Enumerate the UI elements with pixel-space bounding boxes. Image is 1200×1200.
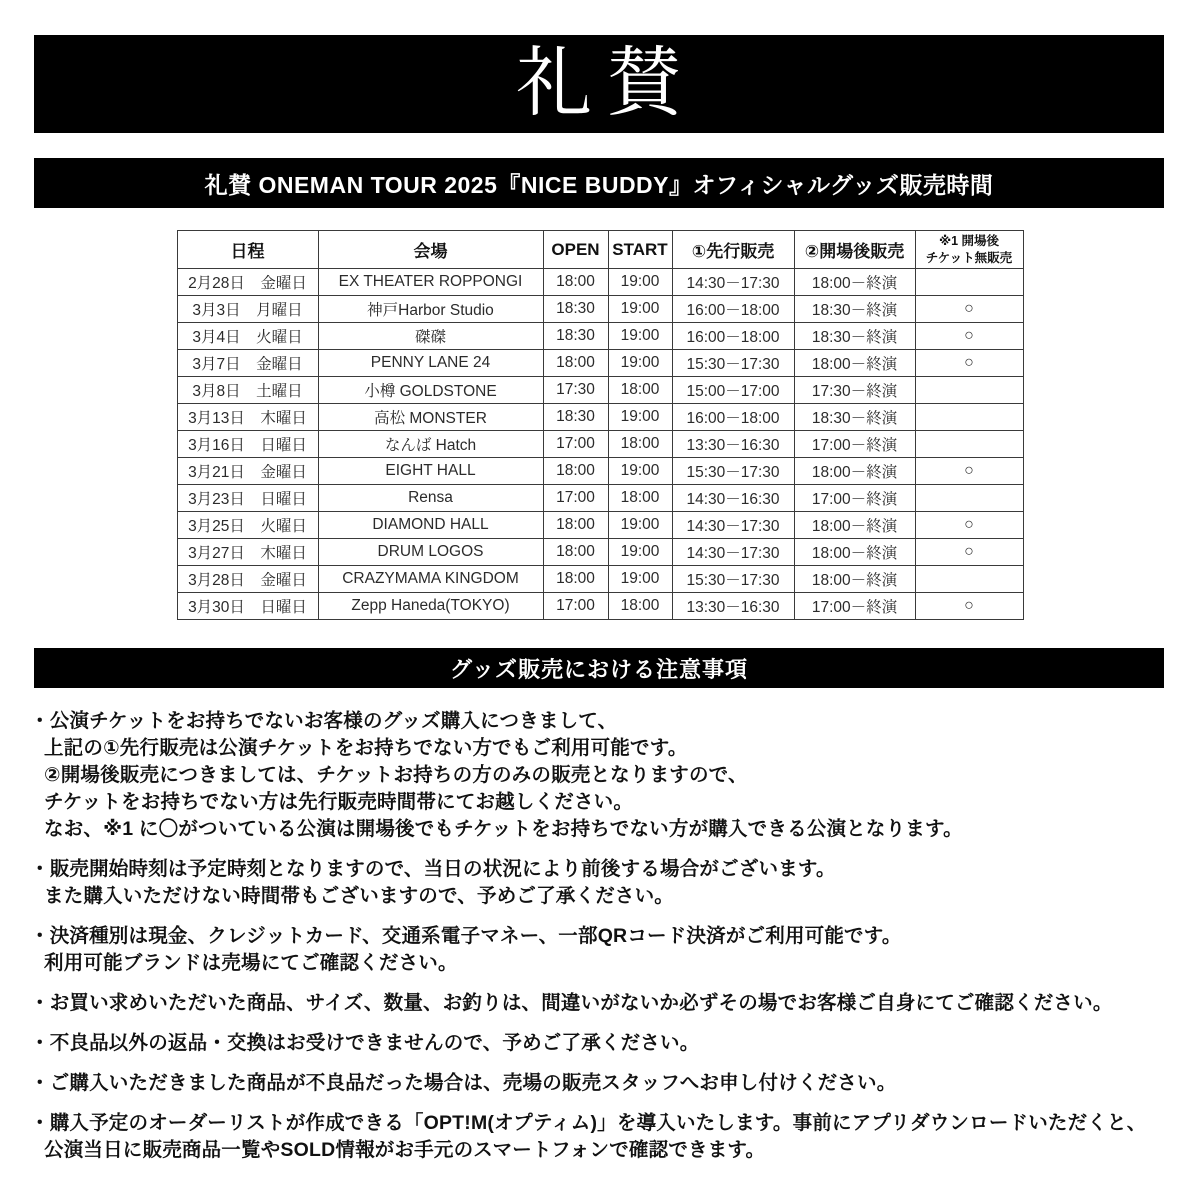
- note-item: [30, 856, 1170, 910]
- cell-start: 19:00: [608, 512, 672, 539]
- table-row: [177, 323, 1023, 350]
- notes-list: [30, 708, 1170, 1164]
- cell-presale: 16:00－18:00: [672, 296, 794, 323]
- note-line: ・不良品以外の返品・交換はお受けできませんので、予めご了承ください。: [30, 1032, 700, 1054]
- cell-aftersale: 18:30－終演: [794, 323, 915, 350]
- cell-no-ticket: ○: [915, 539, 1023, 566]
- cell-presale: 13:30－16:30: [672, 593, 794, 620]
- cell-presale: 15:30－17:30: [672, 350, 794, 377]
- schedule-table-body: [177, 269, 1023, 620]
- cell-aftersale: 17:00－終演: [794, 431, 915, 458]
- cell-presale: 15:30－17:30: [672, 458, 794, 485]
- cell-open: 18:00: [543, 512, 608, 539]
- cell-presale: 15:00－17:00: [672, 377, 794, 404]
- table-row: [177, 296, 1023, 323]
- cell-date-day: 3月4日 火曜日: [177, 323, 318, 350]
- cell-date-day: 3月8日 土曜日: [177, 377, 318, 404]
- table-row: [177, 566, 1023, 593]
- note-line: ・公演チケットをお持ちでないお客様のグッズ購入につきまして、: [30, 710, 618, 732]
- header-open: OPEN: [543, 231, 608, 269]
- cell-presale: 15:30－17:30: [672, 566, 794, 593]
- cell-open: 18:00: [543, 539, 608, 566]
- schedule-table: [177, 230, 1024, 620]
- cell-start: 19:00: [608, 269, 672, 296]
- cell-venue: PENNY LANE 24: [318, 350, 543, 377]
- cell-date-day: 3月23日 日曜日: [177, 485, 318, 512]
- cell-no-ticket: [915, 377, 1023, 404]
- cell-start: 18:00: [608, 593, 672, 620]
- cell-no-ticket: ○: [915, 296, 1023, 323]
- header-presale: ①先行販売: [672, 231, 794, 269]
- table-row: [177, 404, 1023, 431]
- cell-date-day: 3月28日 金曜日: [177, 566, 318, 593]
- note-line: 上記の①先行販売は公演チケットをお持ちでない方でもご利用可能です。: [44, 737, 688, 759]
- schedule-table-head: [177, 231, 1023, 269]
- cell-date-day: 2月28日 金曜日: [177, 269, 318, 296]
- cell-no-ticket: [915, 269, 1023, 296]
- cell-aftersale: 17:30－終演: [794, 377, 915, 404]
- tour-subtitle: 礼賛 ONEMAN TOUR 2025『NICE BUDDY』オフィシャルグッズ販売時間: [204, 171, 994, 198]
- cell-aftersale: 18:00－終演: [794, 269, 915, 296]
- note-line: なお、※1 に〇がついている公演は開場後でもチケットをお持ちでない方が購入できる公演となります。: [44, 818, 963, 840]
- cell-presale: 16:00－18:00: [672, 323, 794, 350]
- header-venue: 会場: [318, 231, 543, 269]
- cell-open: 17:00: [543, 431, 608, 458]
- cell-venue: EIGHT HALL: [318, 458, 543, 485]
- cell-open: 18:00: [543, 350, 608, 377]
- table-row: [177, 269, 1023, 296]
- cell-start: 19:00: [608, 458, 672, 485]
- cell-venue: 小樽 GOLDSTONE: [318, 377, 543, 404]
- cell-venue: 磔磔: [318, 323, 543, 350]
- cell-no-ticket: [915, 566, 1023, 593]
- cell-open: 17:00: [543, 485, 608, 512]
- cell-no-ticket: ○: [915, 323, 1023, 350]
- cell-aftersale: 18:00－終演: [794, 350, 915, 377]
- table-row: [177, 593, 1023, 620]
- cell-start: 19:00: [608, 566, 672, 593]
- header-start: START: [608, 231, 672, 269]
- header-no-ticket-line2: チケット無販売: [925, 250, 1013, 265]
- header-date: 日程: [177, 231, 318, 269]
- cell-aftersale: 18:00－終演: [794, 566, 915, 593]
- note-line: チケットをお持ちでない方は先行販売時間帯にてお越しください。: [44, 791, 634, 813]
- table-row: [177, 512, 1023, 539]
- schedule-table-container: [0, 230, 1200, 620]
- cell-date-day: 3月30日 日曜日: [177, 593, 318, 620]
- header-no-ticket-sale: [915, 231, 1023, 269]
- cell-date-day: 3月13日 木曜日: [177, 404, 318, 431]
- cell-presale: 14:30－17:30: [672, 269, 794, 296]
- cell-date-day: 3月25日 火曜日: [177, 512, 318, 539]
- cell-open: 17:30: [543, 377, 608, 404]
- cell-no-ticket: ○: [915, 593, 1023, 620]
- cell-aftersale: 17:00－終演: [794, 485, 915, 512]
- cell-aftersale: 17:00－終演: [794, 593, 915, 620]
- cell-start: 19:00: [608, 404, 672, 431]
- note-item: [30, 923, 1170, 977]
- note-line: ・販売開始時刻は予定時刻となりますので、当日の状況により前後する場合がございます。: [30, 858, 836, 880]
- cell-aftersale: 18:30－終演: [794, 296, 915, 323]
- cell-venue: 神戸Harbor Studio: [318, 296, 543, 323]
- tour-subtitle-banner: [34, 158, 1164, 208]
- cell-date-day: 3月27日 木曜日: [177, 539, 318, 566]
- cell-open: 18:30: [543, 404, 608, 431]
- notice-header: グッズ販売における注意事項: [450, 656, 748, 682]
- cell-start: 18:00: [608, 377, 672, 404]
- cell-aftersale: 18:00－終演: [794, 512, 915, 539]
- cell-open: 18:00: [543, 269, 608, 296]
- cell-venue: なんば Hatch: [318, 431, 543, 458]
- cell-no-ticket: ○: [915, 350, 1023, 377]
- table-row: [177, 350, 1023, 377]
- note-line: 利用可能ブランドは売場にてご確認ください。: [44, 952, 458, 974]
- cell-date-day: 3月7日 金曜日: [177, 350, 318, 377]
- note-item: [30, 1070, 1170, 1097]
- cell-start: 19:00: [608, 539, 672, 566]
- cell-venue: EX THEATER ROPPONGI: [318, 269, 543, 296]
- cell-presale: 16:00－18:00: [672, 404, 794, 431]
- table-row: [177, 431, 1023, 458]
- cell-open: 18:30: [543, 323, 608, 350]
- cell-venue: DIAMOND HALL: [318, 512, 543, 539]
- note-line: ・ご購入いただきました商品が不良品だった場合は、売場の販売スタッフへお申し付けください。: [30, 1072, 897, 1094]
- cell-aftersale: 18:00－終演: [794, 458, 915, 485]
- cell-start: 19:00: [608, 323, 672, 350]
- cell-no-ticket: ○: [915, 512, 1023, 539]
- cell-no-ticket: [915, 431, 1023, 458]
- cell-aftersale: 18:00－終演: [794, 539, 915, 566]
- table-row: [177, 539, 1023, 566]
- note-line: 公演当日に販売商品一覧やSOLD情報がお手元のスマートフォンで確認できます。: [44, 1139, 766, 1161]
- cell-aftersale: 18:30－終演: [794, 404, 915, 431]
- cell-date-day: 3月16日 日曜日: [177, 431, 318, 458]
- cell-venue: 高松 MONSTER: [318, 404, 543, 431]
- cell-no-ticket: ○: [915, 458, 1023, 485]
- note-line: また購入いただけない時間帯もございますので、予めご了承ください。: [44, 885, 675, 907]
- cell-venue: DRUM LOGOS: [318, 539, 543, 566]
- cell-venue: Zepp Haneda(TOKYO): [318, 593, 543, 620]
- cell-start: 19:00: [608, 350, 672, 377]
- note-line: ②開場後販売につきましては、チケットお持ちの方のみの販売となりますので、: [44, 764, 748, 786]
- cell-no-ticket: [915, 404, 1023, 431]
- cell-no-ticket: [915, 485, 1023, 512]
- cell-presale: 14:30－17:30: [672, 512, 794, 539]
- cell-venue: Rensa: [318, 485, 543, 512]
- note-item: [30, 1110, 1170, 1164]
- table-row: [177, 377, 1023, 404]
- note-item: [30, 990, 1170, 1017]
- cell-date-day: 3月21日 金曜日: [177, 458, 318, 485]
- note-line: ・お買い求めいただいた商品、サイズ、数量、お釣りは、間違いがないか必ずその場でお客様ご自身にてご確認ください。: [30, 992, 1113, 1014]
- cell-open: 18:30: [543, 296, 608, 323]
- cell-start: 19:00: [608, 296, 672, 323]
- cell-presale: 14:30－17:30: [672, 539, 794, 566]
- note-item: [30, 708, 1170, 843]
- cell-date-day: 3月3日 月曜日: [177, 296, 318, 323]
- cell-start: 18:00: [608, 431, 672, 458]
- header-no-ticket-line1: ※1 開場後: [938, 233, 1000, 248]
- cell-open: 18:00: [543, 566, 608, 593]
- header-aftersale: ②開場後販売: [794, 231, 915, 269]
- artist-name: 礼賛: [516, 42, 696, 126]
- cell-start: 18:00: [608, 485, 672, 512]
- cell-venue: CRAZYMAMA KINGDOM: [318, 566, 543, 593]
- artist-title-banner: [34, 35, 1164, 133]
- note-line: ・購入予定のオーダーリストが作成できる「OPT!M(オプティム)」を導入いたします。事前にアプリダウンロードいただくと、: [30, 1112, 1147, 1134]
- cell-open: 18:00: [543, 458, 608, 485]
- note-line: ・決済種別は現金、クレジットカード、交通系電子マネー、一部QRコード決済がご利用可能です。: [30, 925, 902, 947]
- table-row: [177, 485, 1023, 512]
- table-row: [177, 458, 1023, 485]
- cell-presale: 14:30－16:30: [672, 485, 794, 512]
- header-row: [177, 231, 1023, 269]
- note-item: [30, 1030, 1170, 1057]
- cell-open: 17:00: [543, 593, 608, 620]
- notice-header-banner: [34, 648, 1164, 688]
- cell-presale: 13:30－16:30: [672, 431, 794, 458]
